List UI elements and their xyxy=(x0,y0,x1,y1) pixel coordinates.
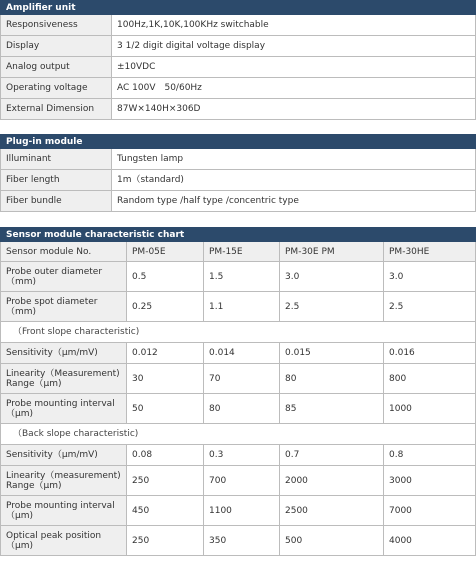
row-label: Linearity（Measurement) Range（μm) xyxy=(1,364,127,394)
table-cell: 50 xyxy=(127,394,204,424)
table-cell: 85 xyxy=(280,394,384,424)
spec-value: 3 1/2 digit digital voltage display xyxy=(112,36,476,57)
section-note: （Front slope characteristic) xyxy=(1,322,476,343)
table-cell: 2500 xyxy=(280,496,384,526)
section-note-row xyxy=(1,424,476,445)
table-cell: 0.7 xyxy=(280,445,384,466)
table-cell: 0.016 xyxy=(384,343,476,364)
sensor-module-header-row xyxy=(1,228,476,242)
column-header: PM-15E xyxy=(204,242,280,262)
sensor-module-title: Sensor module characteristic chart xyxy=(1,228,476,242)
row-label: Linearity（measurement) Range（μm) xyxy=(1,466,127,496)
table-cell: 80 xyxy=(204,394,280,424)
table-row xyxy=(1,149,476,170)
spec-value: Random type /half type /concentric type xyxy=(112,191,476,212)
section-note: （Back slope characteristic) xyxy=(1,424,476,445)
sensor-module-table xyxy=(0,227,476,556)
table-row xyxy=(1,394,476,424)
spec-label: Operating voltage xyxy=(1,78,112,99)
column-header: PM-05E xyxy=(127,242,204,262)
spec-label: Responsiveness xyxy=(1,15,112,36)
table-cell: 0.3 xyxy=(204,445,280,466)
table-row xyxy=(1,445,476,466)
table-cell: 7000 xyxy=(384,496,476,526)
row-label: Probe spot diameter（mm) xyxy=(1,292,127,322)
table-cell: 4000 xyxy=(384,526,476,556)
row-label: Probe outer diameter（mm) xyxy=(1,262,127,292)
table-cell: 2000 xyxy=(280,466,384,496)
column-header-row xyxy=(1,242,476,262)
table-cell: 500 xyxy=(280,526,384,556)
table-row xyxy=(1,36,476,57)
table-row xyxy=(1,57,476,78)
table-cell: 1000 xyxy=(384,394,476,424)
amplifier-unit-section xyxy=(0,0,476,120)
table-row xyxy=(1,99,476,120)
table-row xyxy=(1,262,476,292)
plugin-module-header-row xyxy=(1,135,476,149)
row-label: Probe mounting interval（μm) xyxy=(1,496,127,526)
table-cell: 0.012 xyxy=(127,343,204,364)
table-cell: 350 xyxy=(204,526,280,556)
table-row xyxy=(1,496,476,526)
table-cell: 700 xyxy=(204,466,280,496)
table-cell: 3.0 xyxy=(280,262,384,292)
column-header: PM-30HE xyxy=(384,242,476,262)
table-cell: 3000 xyxy=(384,466,476,496)
table-cell: 1.5 xyxy=(204,262,280,292)
table-row xyxy=(1,170,476,191)
spec-label: Fiber bundle xyxy=(1,191,112,212)
table-row xyxy=(1,526,476,556)
spec-label: Analog output xyxy=(1,57,112,78)
table-cell: 0.25 xyxy=(127,292,204,322)
table-cell: 1.1 xyxy=(204,292,280,322)
table-row xyxy=(1,15,476,36)
table-cell: 0.015 xyxy=(280,343,384,364)
table-cell: 0.08 xyxy=(127,445,204,466)
spec-label: Illuminant xyxy=(1,149,112,170)
section-note-row xyxy=(1,322,476,343)
table-row xyxy=(1,466,476,496)
table-cell: 0.014 xyxy=(204,343,280,364)
spec-value: ±10VDC xyxy=(112,57,476,78)
table-cell: 0.5 xyxy=(127,262,204,292)
table-cell: 70 xyxy=(204,364,280,394)
plugin-module-title: Plug-in module xyxy=(1,135,476,149)
table-cell: 250 xyxy=(127,526,204,556)
amplifier-unit-title: Amplifier unit xyxy=(1,1,476,15)
table-cell: 80 xyxy=(280,364,384,394)
row-label: Probe mounting interval（μm) xyxy=(1,394,127,424)
spec-label: Fiber length xyxy=(1,170,112,191)
table-cell: 2.5 xyxy=(384,292,476,322)
spec-value: 87W×140H×306D xyxy=(112,99,476,120)
plugin-module-section xyxy=(0,134,476,212)
row-label: Optical peak position（μm) xyxy=(1,526,127,556)
row-label: Sensitivity（μm/mV) xyxy=(1,343,127,364)
table-cell: 800 xyxy=(384,364,476,394)
column-header: Sensor module No. xyxy=(1,242,127,262)
table-cell: 30 xyxy=(127,364,204,394)
table-row xyxy=(1,78,476,99)
table-row xyxy=(1,364,476,394)
amplifier-unit-table xyxy=(0,0,476,120)
table-cell: 450 xyxy=(127,496,204,526)
table-row xyxy=(1,343,476,364)
table-cell: 1100 xyxy=(204,496,280,526)
table-cell: 2.5 xyxy=(280,292,384,322)
table-cell: 3.0 xyxy=(384,262,476,292)
sensor-module-section xyxy=(0,227,476,556)
spec-label: External Dimension xyxy=(1,99,112,120)
spec-value: 1m（standard) xyxy=(112,170,476,191)
row-label: Sensitivity（μm/mV) xyxy=(1,445,127,466)
spec-value: AC 100V 50/60Hz xyxy=(112,78,476,99)
table-row xyxy=(1,292,476,322)
spec-value: 100Hz,1K,10K,100KHz switchable xyxy=(112,15,476,36)
spec-value: Tungsten lamp xyxy=(112,149,476,170)
table-cell: 250 xyxy=(127,466,204,496)
spec-label: Display xyxy=(1,36,112,57)
table-row xyxy=(1,191,476,212)
amplifier-unit-header-row xyxy=(1,1,476,15)
table-cell: 0.8 xyxy=(384,445,476,466)
column-header: PM-30E PM xyxy=(280,242,384,262)
plugin-module-table xyxy=(0,134,476,212)
